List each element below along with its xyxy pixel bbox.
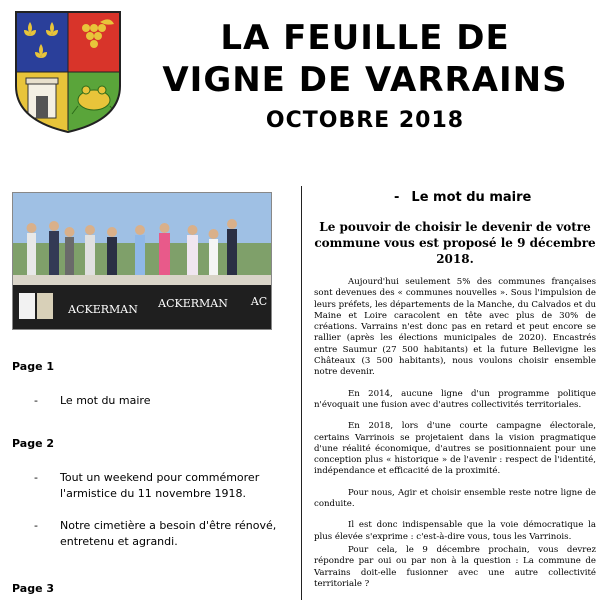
event-photo	[12, 192, 272, 330]
newsletter-date: OCTOBRE 2018	[265, 108, 465, 133]
article-paragraph: Pour cela, le 9 décembre prochain, vous devrez répondre par oui ou par non à la question : La commune de Varrains doit-elle fusionner avec une autre collectivité territoriale ?	[314, 544, 596, 589]
banner-text-3: AC	[250, 295, 268, 308]
newsletter-title-line-1: LA FEUILLE DE	[220, 18, 510, 58]
article-subtitle: Le pouvoir de choisir le devenir de votre commune vous est proposé le 9 décembre 2018.	[314, 220, 596, 266]
mayor-article	[314, 190, 596, 592]
banner-text-2: ACKERMAN	[158, 297, 228, 310]
toc-item[interactable]: - Tout un weekend pour commémorer l'armistice du 11 novembre 1918.	[34, 471, 260, 500]
table-of-contents	[12, 360, 292, 595]
newsletter-title-line-2: VIGNE DE VARRAINS	[162, 60, 568, 100]
toc-page-heading: Page 3	[12, 582, 55, 595]
article-paragraph: Il est donc indispensable que la voie démocratique la plus élevée s'exprime : c'est-à-dire vous, tous les Varrinois.	[314, 520, 596, 542]
toc-item[interactable]: - Le mot du maire	[34, 394, 151, 407]
article-heading: - Le mot du maire	[394, 190, 532, 205]
article-paragraph: En 2018, lors d'une courte campagne électorale, certains Varrinois se projetaient dans la vision pragmatique d'une réalité économique, d'autres se positionnaient pour une conception plus « historique » de l'avenir : respect de l'identité, indépendance et efficacité de la proximité.	[314, 421, 596, 477]
toc-item[interactable]: - Notre cimetière a besoin d'être rénové, entretenu et agrandi.	[34, 519, 277, 548]
toc-page-heading: Page 2	[12, 437, 55, 450]
newsletter-title-block	[130, 18, 600, 136]
column-divider	[301, 186, 302, 600]
varrains-coat-of-arms	[12, 8, 124, 136]
toc-page-heading: Page 1	[12, 360, 55, 373]
banner-text-1: ACKERMAN	[68, 303, 138, 316]
article-paragraph: En 2014, aucune ligne d'un programme politique n'évoquait une fusion avec d'autres collectivités territoriales.	[314, 388, 596, 410]
article-paragraph: Pour nous, Agir et choisir ensemble reste notre ligne de conduite.	[314, 487, 596, 510]
article-paragraph: Aujourd'hui seulement 5% des communes françaises sont devenues des « communes nouvelles ». Sous l'impulsion de leurs préfets, les départements de la Manche, du Calvados et du Maine et Loire caracolent en tête avec plus de 30% de créations. Varrains n'est donc pas en retard et peut encore se rallier (après les élections municipales de 2020). Encastrés entre Saumur (27 500 habitants) et la future Bellevigne les Châteaux (3 500 habitants), nous voulons choisir ensemble notre devenir.	[314, 277, 596, 378]
